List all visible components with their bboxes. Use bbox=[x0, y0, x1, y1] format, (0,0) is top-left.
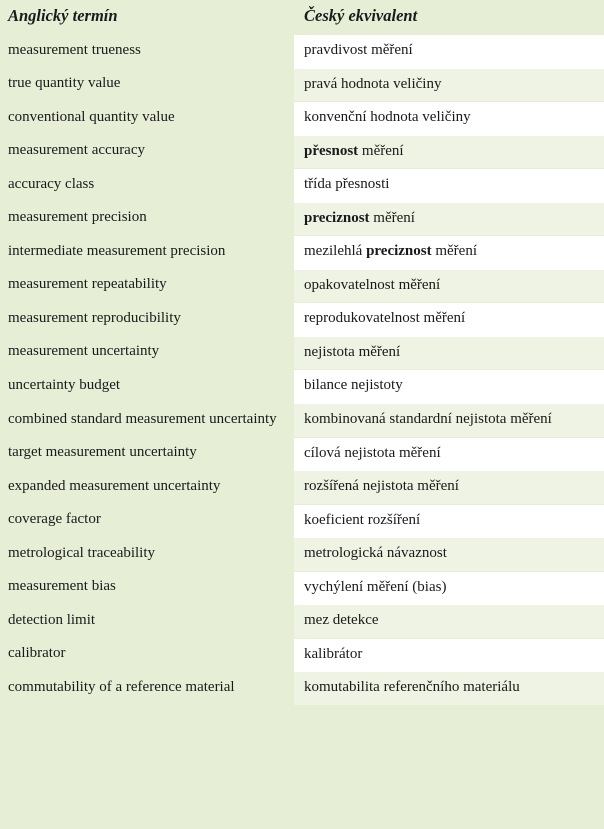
term-czech-prefix: pravdivost měření bbox=[304, 42, 413, 58]
term-czech-suffix: měření bbox=[369, 209, 415, 226]
table-row bbox=[0, 504, 604, 538]
term-czech bbox=[294, 135, 604, 169]
term-czech bbox=[294, 169, 604, 203]
term-english: commutability of a reference material bbox=[0, 672, 294, 705]
table-row bbox=[0, 370, 604, 404]
table-row bbox=[0, 202, 604, 236]
term-czech bbox=[294, 202, 604, 236]
table-row bbox=[0, 236, 604, 270]
table-row bbox=[0, 638, 604, 672]
term-czech bbox=[294, 269, 604, 303]
term-czech bbox=[294, 336, 604, 370]
table-row bbox=[0, 404, 604, 438]
term-czech-prefix: třída přesnosti bbox=[304, 176, 390, 193]
table-row bbox=[0, 605, 604, 639]
table-row bbox=[0, 169, 604, 203]
term-czech-prefix: kombinovaná standardní nejistota měření bbox=[304, 411, 552, 428]
term-czech bbox=[294, 102, 604, 136]
term-czech-prefix: mez detekce bbox=[304, 612, 379, 629]
term-czech bbox=[294, 605, 604, 639]
term-czech-prefix: konvenční hodnota veličiny bbox=[304, 109, 471, 126]
term-english: intermediate measurement precision bbox=[0, 236, 294, 270]
term-english: measurement bias bbox=[0, 571, 294, 605]
term-english: metrological traceability bbox=[0, 538, 294, 572]
term-english: detection limit bbox=[0, 605, 294, 639]
term-english: uncertainty budget bbox=[0, 370, 294, 404]
term-czech-suffix: měření bbox=[358, 142, 404, 159]
table-row bbox=[0, 269, 604, 303]
term-czech-prefix: reprodukovatelnost měření bbox=[304, 310, 466, 327]
column-header-czech: Český ekvivalent bbox=[294, 0, 604, 35]
term-czech bbox=[294, 638, 604, 672]
term-czech bbox=[294, 571, 604, 605]
term-czech bbox=[294, 538, 604, 572]
table-row bbox=[0, 571, 604, 605]
term-english: calibrator bbox=[0, 638, 294, 672]
term-english: expanded measurement uncertainty bbox=[0, 471, 294, 505]
term-czech bbox=[294, 471, 604, 505]
term-czech bbox=[294, 504, 604, 538]
term-english: combined standard measurement uncertainty bbox=[0, 404, 294, 438]
table-row bbox=[0, 102, 604, 136]
term-czech bbox=[294, 35, 604, 69]
term-czech-prefix: bilance nejistoty bbox=[304, 377, 403, 394]
table-header-row bbox=[0, 0, 604, 35]
term-english: measurement reproducibility bbox=[0, 303, 294, 337]
term-czech-emphasis: preciznost bbox=[366, 243, 432, 260]
table-row bbox=[0, 303, 604, 337]
term-czech-prefix: kalibrátor bbox=[304, 645, 363, 662]
term-english: true quantity value bbox=[0, 68, 294, 102]
term-czech-prefix: pravá hodnota veličiny bbox=[304, 75, 442, 92]
table-row bbox=[0, 672, 604, 705]
term-czech-prefix: cílová nejistota měření bbox=[304, 444, 441, 461]
table-row bbox=[0, 135, 604, 169]
table-row bbox=[0, 538, 604, 572]
term-english: measurement uncertainty bbox=[0, 336, 294, 370]
term-english: accuracy class bbox=[0, 169, 294, 203]
term-english: measurement repeatability bbox=[0, 269, 294, 303]
term-czech-prefix: komutabilita referenčního materiálu bbox=[304, 679, 520, 696]
term-czech-prefix: nejistota měření bbox=[304, 343, 401, 360]
term-czech bbox=[294, 672, 604, 705]
term-czech-prefix: metrologická návaznost bbox=[304, 545, 447, 562]
table-row bbox=[0, 437, 604, 471]
term-czech-prefix: mezilehlá bbox=[304, 243, 367, 260]
table-row bbox=[0, 68, 604, 102]
term-english: measurement trueness bbox=[0, 35, 294, 69]
term-czech-prefix: koeficient rozšíření bbox=[304, 511, 421, 528]
term-czech-prefix: rozšířená nejistota měření bbox=[304, 478, 459, 495]
term-english: measurement precision bbox=[0, 202, 294, 236]
term-czech-prefix: opakovatelnost měření bbox=[304, 276, 441, 293]
term-czech bbox=[294, 437, 604, 471]
term-english: coverage factor bbox=[0, 504, 294, 538]
term-czech-emphasis: preciznost bbox=[304, 209, 370, 226]
term-czech-prefix: vychýlení měření (bias) bbox=[304, 578, 447, 595]
term-czech-emphasis: přesnost bbox=[304, 142, 359, 159]
term-czech bbox=[294, 236, 604, 270]
table-row bbox=[0, 336, 604, 370]
term-czech bbox=[294, 404, 604, 438]
term-czech bbox=[294, 370, 604, 404]
table-row bbox=[0, 471, 604, 505]
term-czech bbox=[294, 68, 604, 102]
term-czech-suffix: měření bbox=[431, 243, 478, 260]
term-english: target measurement uncertainty bbox=[0, 437, 294, 471]
term-english: conventional quantity value bbox=[0, 102, 294, 136]
column-header-english: Anglický termín bbox=[0, 0, 294, 35]
term-english: measurement accuracy bbox=[0, 135, 294, 169]
term-czech bbox=[294, 303, 604, 337]
table-row bbox=[0, 35, 604, 69]
